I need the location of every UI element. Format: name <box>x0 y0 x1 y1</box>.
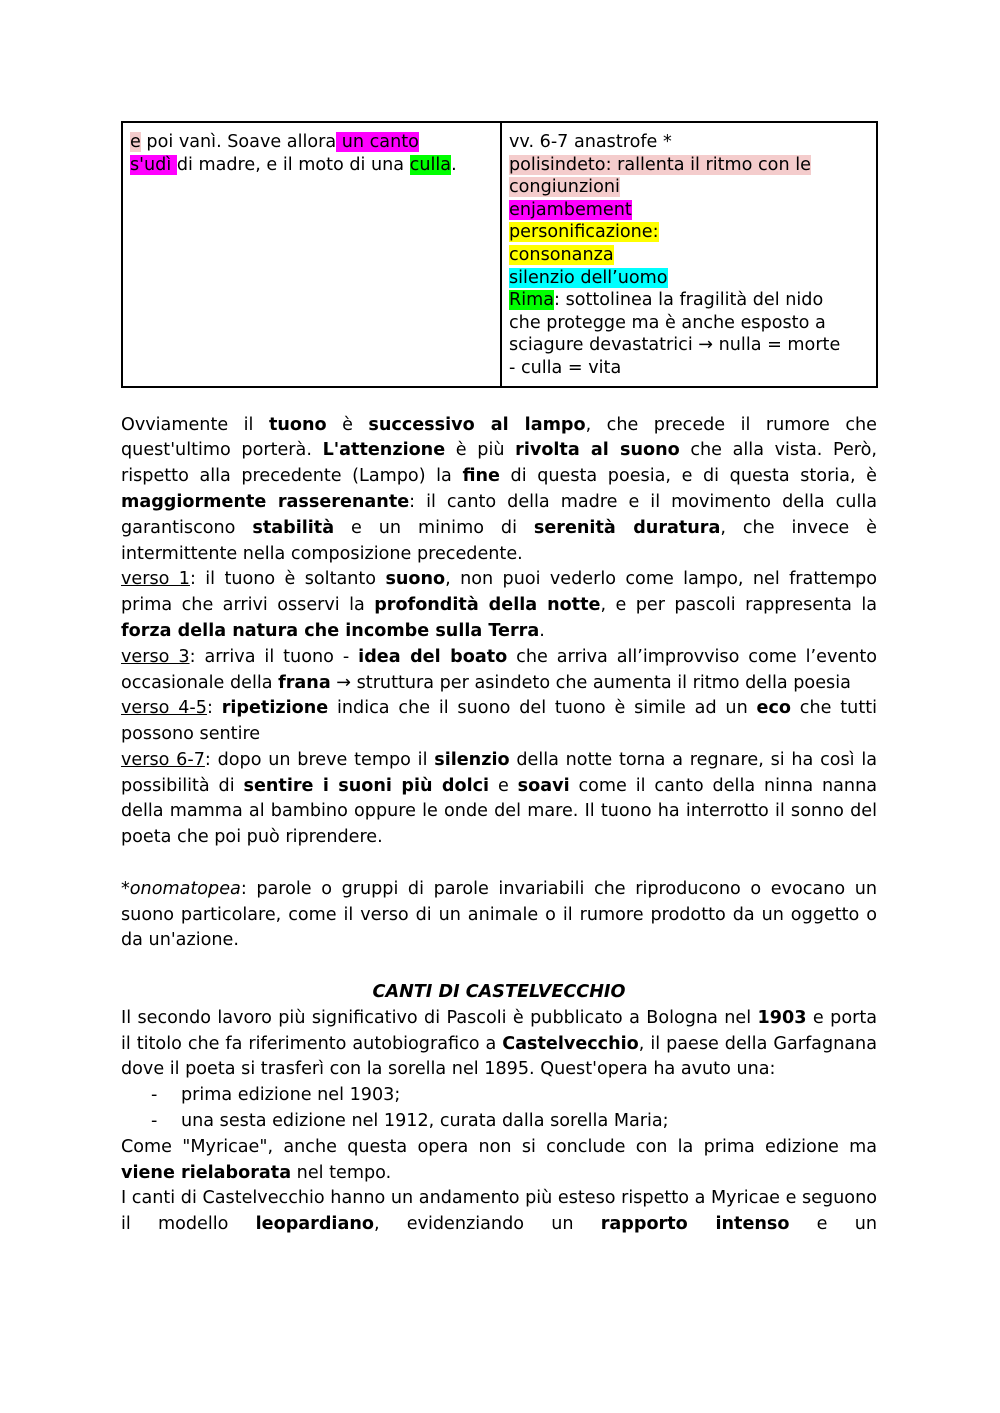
analysis-line: vv. 6-7 anastrofe * <box>509 132 672 152</box>
paragraph-verso-6-7: verso 6-7: dopo un breve tempo il silenzio della notte torna a regnare, si ha così la possibilità di sentire i suoni più dolci e soavi come il canto della ninna nanna della mamma al bambino oppure le onde del mare. Il tuono ha interrotto il sonno del poeta che poi può riprendere. <box>121 749 877 848</box>
section-title: CANTI DI CASTELVECCHIO <box>372 982 626 1003</box>
document-page <box>121 121 877 1238</box>
paragraph-myricae: Come "Myricae", anche questa opera non si conclude con la prima edizione ma viene rielaborata nel tempo. <box>121 1136 877 1183</box>
analysis-line: - culla = vita <box>509 357 622 378</box>
highlight-magenta: un canto <box>336 132 419 152</box>
analysis-line: consonanza <box>509 244 614 265</box>
analysis-line: silenzio dell’uomo <box>509 267 668 288</box>
analysis-line: congiunzioni <box>509 177 620 198</box>
analysis-line: enjambement <box>509 199 632 220</box>
paragraph-verso-4-5: verso 4-5: ripetizione indica che il suono del tuono è simile ad un eco che tutti possono sentire <box>121 698 877 745</box>
paragraph-verso-1: verso 1: il tuono è soltanto suono, non puoi vederlo come lampo, nel frattempo prima che arrivi osservi la profondità della notte, e per pascoli rappresenta la forza della natura che incombe sulla Terra. <box>121 569 878 641</box>
analysis-line: Rima: sottolinea la fragilità del nido <box>509 290 824 311</box>
table-row <box>122 122 877 387</box>
verse-line-1: e poi vanì. Soave allora un canto <box>130 132 419 152</box>
analysis-line: sciagure devastatrici → nulla = morte <box>509 335 841 356</box>
analysis-line: che protegge ma è anche esposto a <box>509 312 826 333</box>
highlight-pink: e <box>130 132 141 152</box>
verse-cell <box>122 122 501 387</box>
highlight-magenta: s'udì <box>130 154 177 175</box>
verse-line-2: s'udì di madre, e il moto di una culla. <box>130 154 457 175</box>
analysis-line: personificazione: <box>509 222 659 243</box>
paragraph-verso-3: verso 3: arriva il tuono - idea del boato che arriva all’improvviso come l’evento occasionale della frana → struttura per asindeto che aumenta il ritmo della poesia <box>121 646 878 693</box>
paragraph-castelvecchio: Il secondo lavoro più significativo di Pascoli è pubblicato a Bologna nel 1903 e porta il titolo che fa riferimento autobiografico a Castelvecchio, il paese della Garfagnana dove il poeta si trasferì con la sorella nel 1895. Quest'opera ha avuto una: <box>121 1007 877 1080</box>
highlight-green: culla <box>409 154 452 175</box>
paragraph-leopardiano: I canti di Castelvecchio hanno un andamento più esteso rispetto a Myricae e seguono il modello leopardiano, evidenziando un rapporto intenso e un <box>121 1188 878 1235</box>
analysis-line: polisindeto: rallenta il ritmo con le <box>509 154 811 175</box>
list-item: - prima edizione nel 1903; <box>151 1085 401 1106</box>
list-item: - una sesta edizione nel 1912, curata dalla sorella Maria; <box>151 1111 669 1132</box>
analysis-cell <box>501 122 877 387</box>
annotation-table <box>121 121 878 388</box>
footnote-onomatopea: *onomatopea: parole o gruppi di parole invariabili che riproducono o evocano un suono particolare, come il verso di un animale o il rumore prodotto da un oggetto o da un'azione. <box>121 878 877 951</box>
paragraph-intro: Ovviamente il tuono è successivo al lampo, che precede il rumore che quest'ultimo porterà. L'attenzione è più rivolta al suono che alla vista. Però, rispetto alla precedente (Lampo) la fine di questa poesia, e di questa storia, è maggiormente rasserenante: il canto della madre e il movimento della culla garantiscono stabilità e un minimo di serenità duratura, che invece è intermittente nella composizione precedente. <box>121 414 878 564</box>
